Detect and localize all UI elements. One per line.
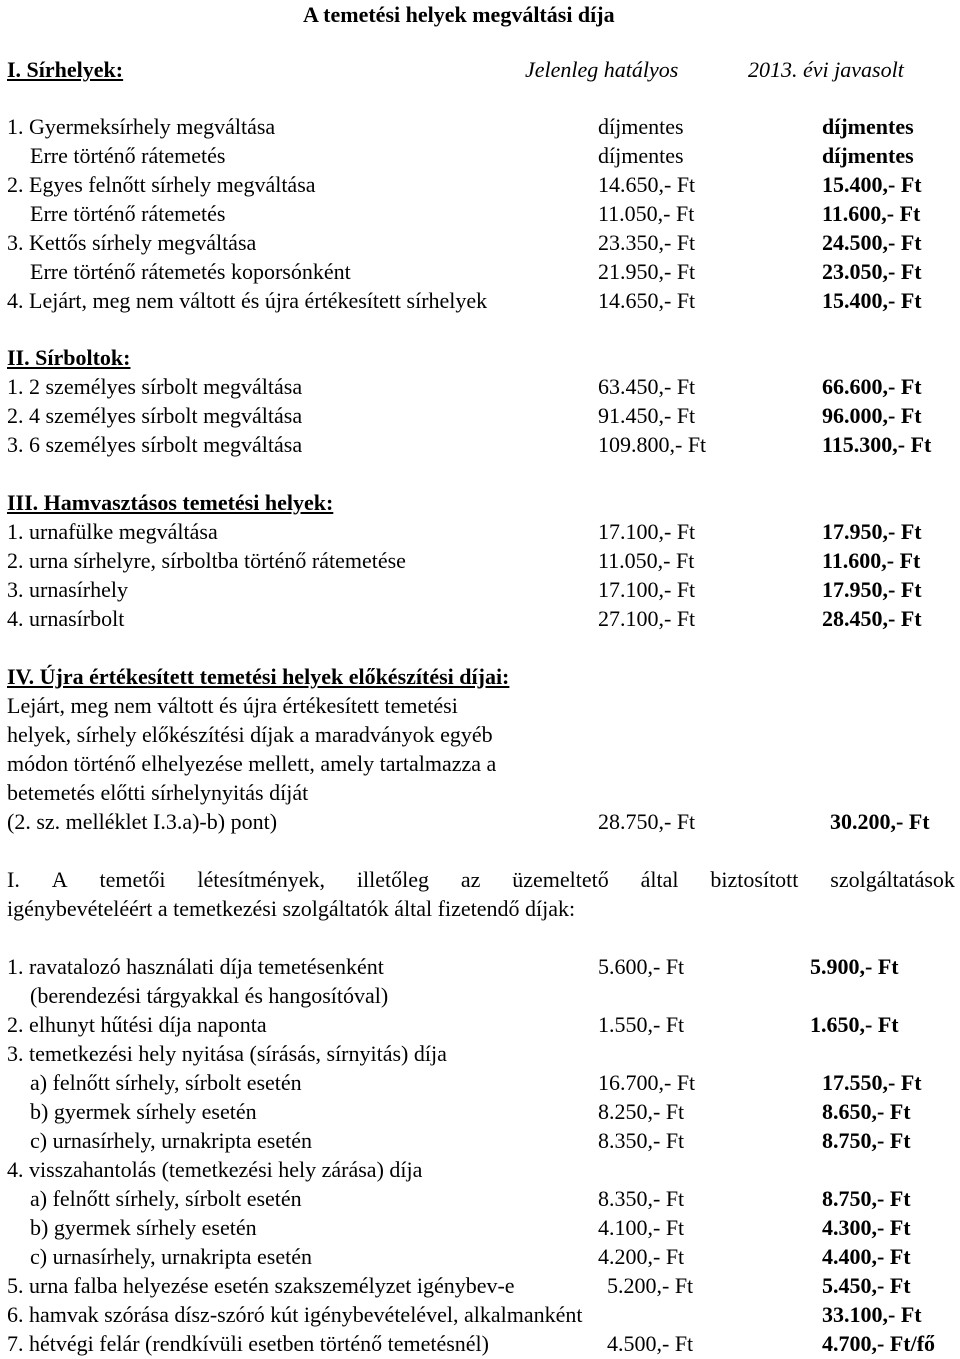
table-row <box>0 1155 960 1184</box>
table-row <box>0 575 960 604</box>
paragraph-word: A <box>51 867 68 892</box>
paragraph-text: betemetés előtti sírhelynyitás díját <box>7 780 309 805</box>
section-4-header <box>0 662 960 691</box>
table-row <box>0 1039 960 1068</box>
row-label: 1. ravatalozó használati díja temetésenként <box>7 954 384 979</box>
row-proposed-fee: 11.600,- Ft <box>822 548 921 573</box>
row-label: 3. urnasírhely <box>7 577 128 602</box>
table-row <box>0 199 960 228</box>
paragraph-word: szolgáltatások <box>830 867 955 892</box>
row-current-fee: 8.350,- Ft <box>598 1186 685 1211</box>
table-row <box>0 1242 960 1271</box>
row-current-fee: 109.800,- Ft <box>598 432 707 457</box>
row-current-fee: 27.100,- Ft <box>598 606 696 631</box>
paragraph-word: az <box>460 867 481 892</box>
row-proposed-fee: 33.100,- Ft <box>822 1302 922 1327</box>
row-proposed-fee: 115.300,- Ft <box>822 432 932 457</box>
section-2-header <box>0 343 960 372</box>
row-label: 1. Gyermeksírhely megváltása <box>7 114 276 139</box>
row-label: a) felnőtt sírhely, sírbolt esetén <box>30 1186 302 1211</box>
row-label: a) felnőtt sírhely, sírbolt esetén <box>30 1070 302 1095</box>
row-current-fee: 28.750,- Ft <box>598 809 696 834</box>
text-line <box>0 778 960 807</box>
row-label: 2. elhunyt hűtési díja naponta <box>7 1012 267 1037</box>
section-3-heading: III. Hamvasztásos temetési helyek: <box>7 490 334 515</box>
text-line <box>0 720 960 749</box>
row-label: 2. urna sírhelyre, sírboltba történő rátemetése <box>7 548 406 573</box>
row-label: Erre történő rátemetés <box>30 201 226 226</box>
row-proposed-fee: 5.450,- Ft <box>822 1273 911 1298</box>
table-row <box>0 546 960 575</box>
text-line <box>0 691 960 720</box>
row-label: 1. 2 személyes sírbolt megváltása <box>7 374 303 399</box>
row-current-fee: 91.450,- Ft <box>598 403 696 428</box>
table-row <box>0 1271 960 1300</box>
row-label: 3. Kettős sírhely megváltása <box>7 230 257 255</box>
row-current-fee: 1.550,- Ft <box>598 1012 685 1037</box>
table-row <box>0 807 960 836</box>
row-current-fee: 16.700,- Ft <box>598 1070 696 1095</box>
row-current-fee: 5.200,- Ft <box>607 1273 694 1298</box>
section-3-header <box>0 488 960 517</box>
row-label: 7. hétvégi felár (rendkívüli esetben történő temetésnél) <box>7 1331 489 1356</box>
row-label: 6. hamvak szórása dísz-szóró kút igénybevételével, alkalmanként <box>7 1302 583 1327</box>
table-row <box>0 286 960 315</box>
row-label: 4. Lejárt, meg nem váltott és újra értékesített sírhelyek <box>7 288 488 313</box>
row-current-fee: 11.050,- Ft <box>598 548 695 573</box>
table-row <box>0 1097 960 1126</box>
page-title: A temetési helyek megváltási díja <box>303 2 615 27</box>
table-row <box>0 430 960 459</box>
row-proposed-fee: 66.600,- Ft <box>822 374 922 399</box>
paragraph-word: létesítmények, <box>197 867 326 892</box>
table-row <box>0 1213 960 1242</box>
section-4-heading: IV. Újra értékesített temetési helyek előkészítési díjai: <box>7 664 510 689</box>
row-proposed-fee: 4.700,- Ft/fő <box>822 1331 936 1356</box>
table-row <box>0 981 960 1010</box>
row-proposed-fee: 96.000,- Ft <box>822 403 922 428</box>
row-proposed-fee: díjmentes <box>822 114 914 139</box>
row-label: (2. sz. melléklet I.3.a)-b) pont) <box>7 809 278 834</box>
paragraph-word: temetői <box>99 867 166 892</box>
table-row <box>0 1184 960 1213</box>
table-row <box>0 1300 960 1329</box>
paragraph-text: igénybevételéért a temetkezési szolgáltatók által fizetendő díjak: <box>7 896 576 921</box>
section-2-heading: II. Sírboltok: <box>7 345 131 370</box>
paragraph-text: helyek, sírhely előkészítési díjak a maradványok egyéb <box>7 722 493 747</box>
column-proposed-heading: 2013. évi javasolt <box>748 57 904 82</box>
table-row <box>0 228 960 257</box>
row-current-fee: 8.350,- Ft <box>598 1128 685 1153</box>
text-line <box>0 749 960 778</box>
row-proposed-fee: 4.300,- Ft <box>822 1215 911 1240</box>
row-current-fee: 23.350,- Ft <box>598 230 696 255</box>
row-label: 5. urna falba helyezése esetén szakszemélyzet igénybev-e <box>7 1273 515 1298</box>
row-label: b) gyermek sírhely esetén <box>30 1099 257 1124</box>
row-current-fee: 11.050,- Ft <box>598 201 695 226</box>
row-current-fee: 5.600,- Ft <box>598 954 685 979</box>
row-label: 2. 4 személyes sírbolt megváltása <box>7 403 303 428</box>
row-label: 1. urnafülke megváltása <box>7 519 218 544</box>
paragraph-line-1 <box>7 865 955 894</box>
row-label: Erre történő rátemetés <box>30 143 226 168</box>
row-label: 4. urnasírbolt <box>7 606 125 631</box>
row-current-fee: 14.650,- Ft <box>598 172 696 197</box>
table-row <box>0 401 960 430</box>
row-proposed-fee: 4.400,- Ft <box>822 1244 911 1269</box>
row-current-fee: 17.100,- Ft <box>598 519 696 544</box>
table-row <box>0 1126 960 1155</box>
table-row <box>0 257 960 286</box>
row-current-fee: 17.100,- Ft <box>598 577 696 602</box>
section-1-heading: I. Sírhelyek: <box>7 57 124 82</box>
paragraph-line-2 <box>0 894 960 923</box>
table-row <box>0 372 960 401</box>
row-current-fee: 14.650,- Ft <box>598 288 696 313</box>
row-label: 3. 6 személyes sírbolt megváltása <box>7 432 303 457</box>
table-row <box>0 112 960 141</box>
row-proposed-fee: 8.750,- Ft <box>822 1186 911 1211</box>
paragraph-word: üzemeltető <box>512 867 609 892</box>
row-proposed-fee: 17.950,- Ft <box>822 577 922 602</box>
paragraph-word: illetőleg <box>356 867 429 892</box>
row-proposed-fee: 5.900,- Ft <box>810 954 899 979</box>
row-label: (berendezési tárgyakkal és hangosítóval) <box>30 983 389 1008</box>
paragraph-word: által <box>640 867 679 892</box>
row-label: b) gyermek sírhely esetén <box>30 1215 257 1240</box>
table-row <box>0 170 960 199</box>
row-proposed-fee: 17.950,- Ft <box>822 519 922 544</box>
column-current-heading: Jelenleg hatályos <box>525 57 679 82</box>
row-current-fee: 4.100,- Ft <box>598 1215 685 1240</box>
table-row <box>0 1329 960 1358</box>
row-proposed-fee: 23.050,- Ft <box>822 259 922 284</box>
row-proposed-fee: 1.650,- Ft <box>810 1012 899 1037</box>
table-row <box>0 604 960 633</box>
row-proposed-fee: 11.600,- Ft <box>822 201 921 226</box>
row-proposed-fee: 17.550,- Ft <box>822 1070 922 1095</box>
row-label: 2. Egyes felnőtt sírhely megváltása <box>7 172 316 197</box>
title-row <box>0 0 960 29</box>
paragraph-text: módon történő elhelyezése mellett, amely tartalmazza a <box>7 751 497 776</box>
table-row <box>0 517 960 546</box>
row-current-fee: 63.450,- Ft <box>598 374 696 399</box>
table-row <box>0 952 960 981</box>
row-label: 3. temetkezési hely nyitása (sírásás, sírnyitás) díja <box>7 1041 447 1066</box>
row-label: 4. visszahantolás (temetkezési hely zárása) díja <box>7 1157 423 1182</box>
row-current-fee: díjmentes <box>598 114 684 139</box>
row-current-fee: 4.500,- Ft <box>607 1331 694 1356</box>
row-proposed-fee: 28.450,- Ft <box>822 606 922 631</box>
row-proposed-fee: díjmentes <box>822 143 914 168</box>
paragraph-word: I. <box>7 867 20 892</box>
row-current-fee: 8.250,- Ft <box>598 1099 685 1124</box>
row-label: c) urnasírhely, urnakripta esetén <box>30 1244 313 1269</box>
row-label: Erre történő rátemetés koporsónként <box>30 259 351 284</box>
row-current-fee: díjmentes <box>598 143 684 168</box>
row-proposed-fee: 15.400,- Ft <box>822 288 922 313</box>
row-proposed-fee: 24.500,- Ft <box>822 230 922 255</box>
row-proposed-fee: 15.400,- Ft <box>822 172 922 197</box>
paragraph-text: Lejárt, meg nem váltott és újra értékesített temetési <box>7 693 458 718</box>
paragraph-word: biztosított <box>710 867 799 892</box>
row-current-fee: 21.950,- Ft <box>598 259 696 284</box>
row-current-fee: 4.200,- Ft <box>598 1244 685 1269</box>
row-label: c) urnasírhely, urnakripta esetén <box>30 1128 313 1153</box>
row-proposed-fee: 8.750,- Ft <box>822 1128 911 1153</box>
table-row <box>0 1068 960 1097</box>
section-1-header <box>0 55 960 84</box>
table-row <box>0 1010 960 1039</box>
row-proposed-fee: 30.200,- Ft <box>830 809 930 834</box>
table-row <box>0 141 960 170</box>
row-proposed-fee: 8.650,- Ft <box>822 1099 911 1124</box>
